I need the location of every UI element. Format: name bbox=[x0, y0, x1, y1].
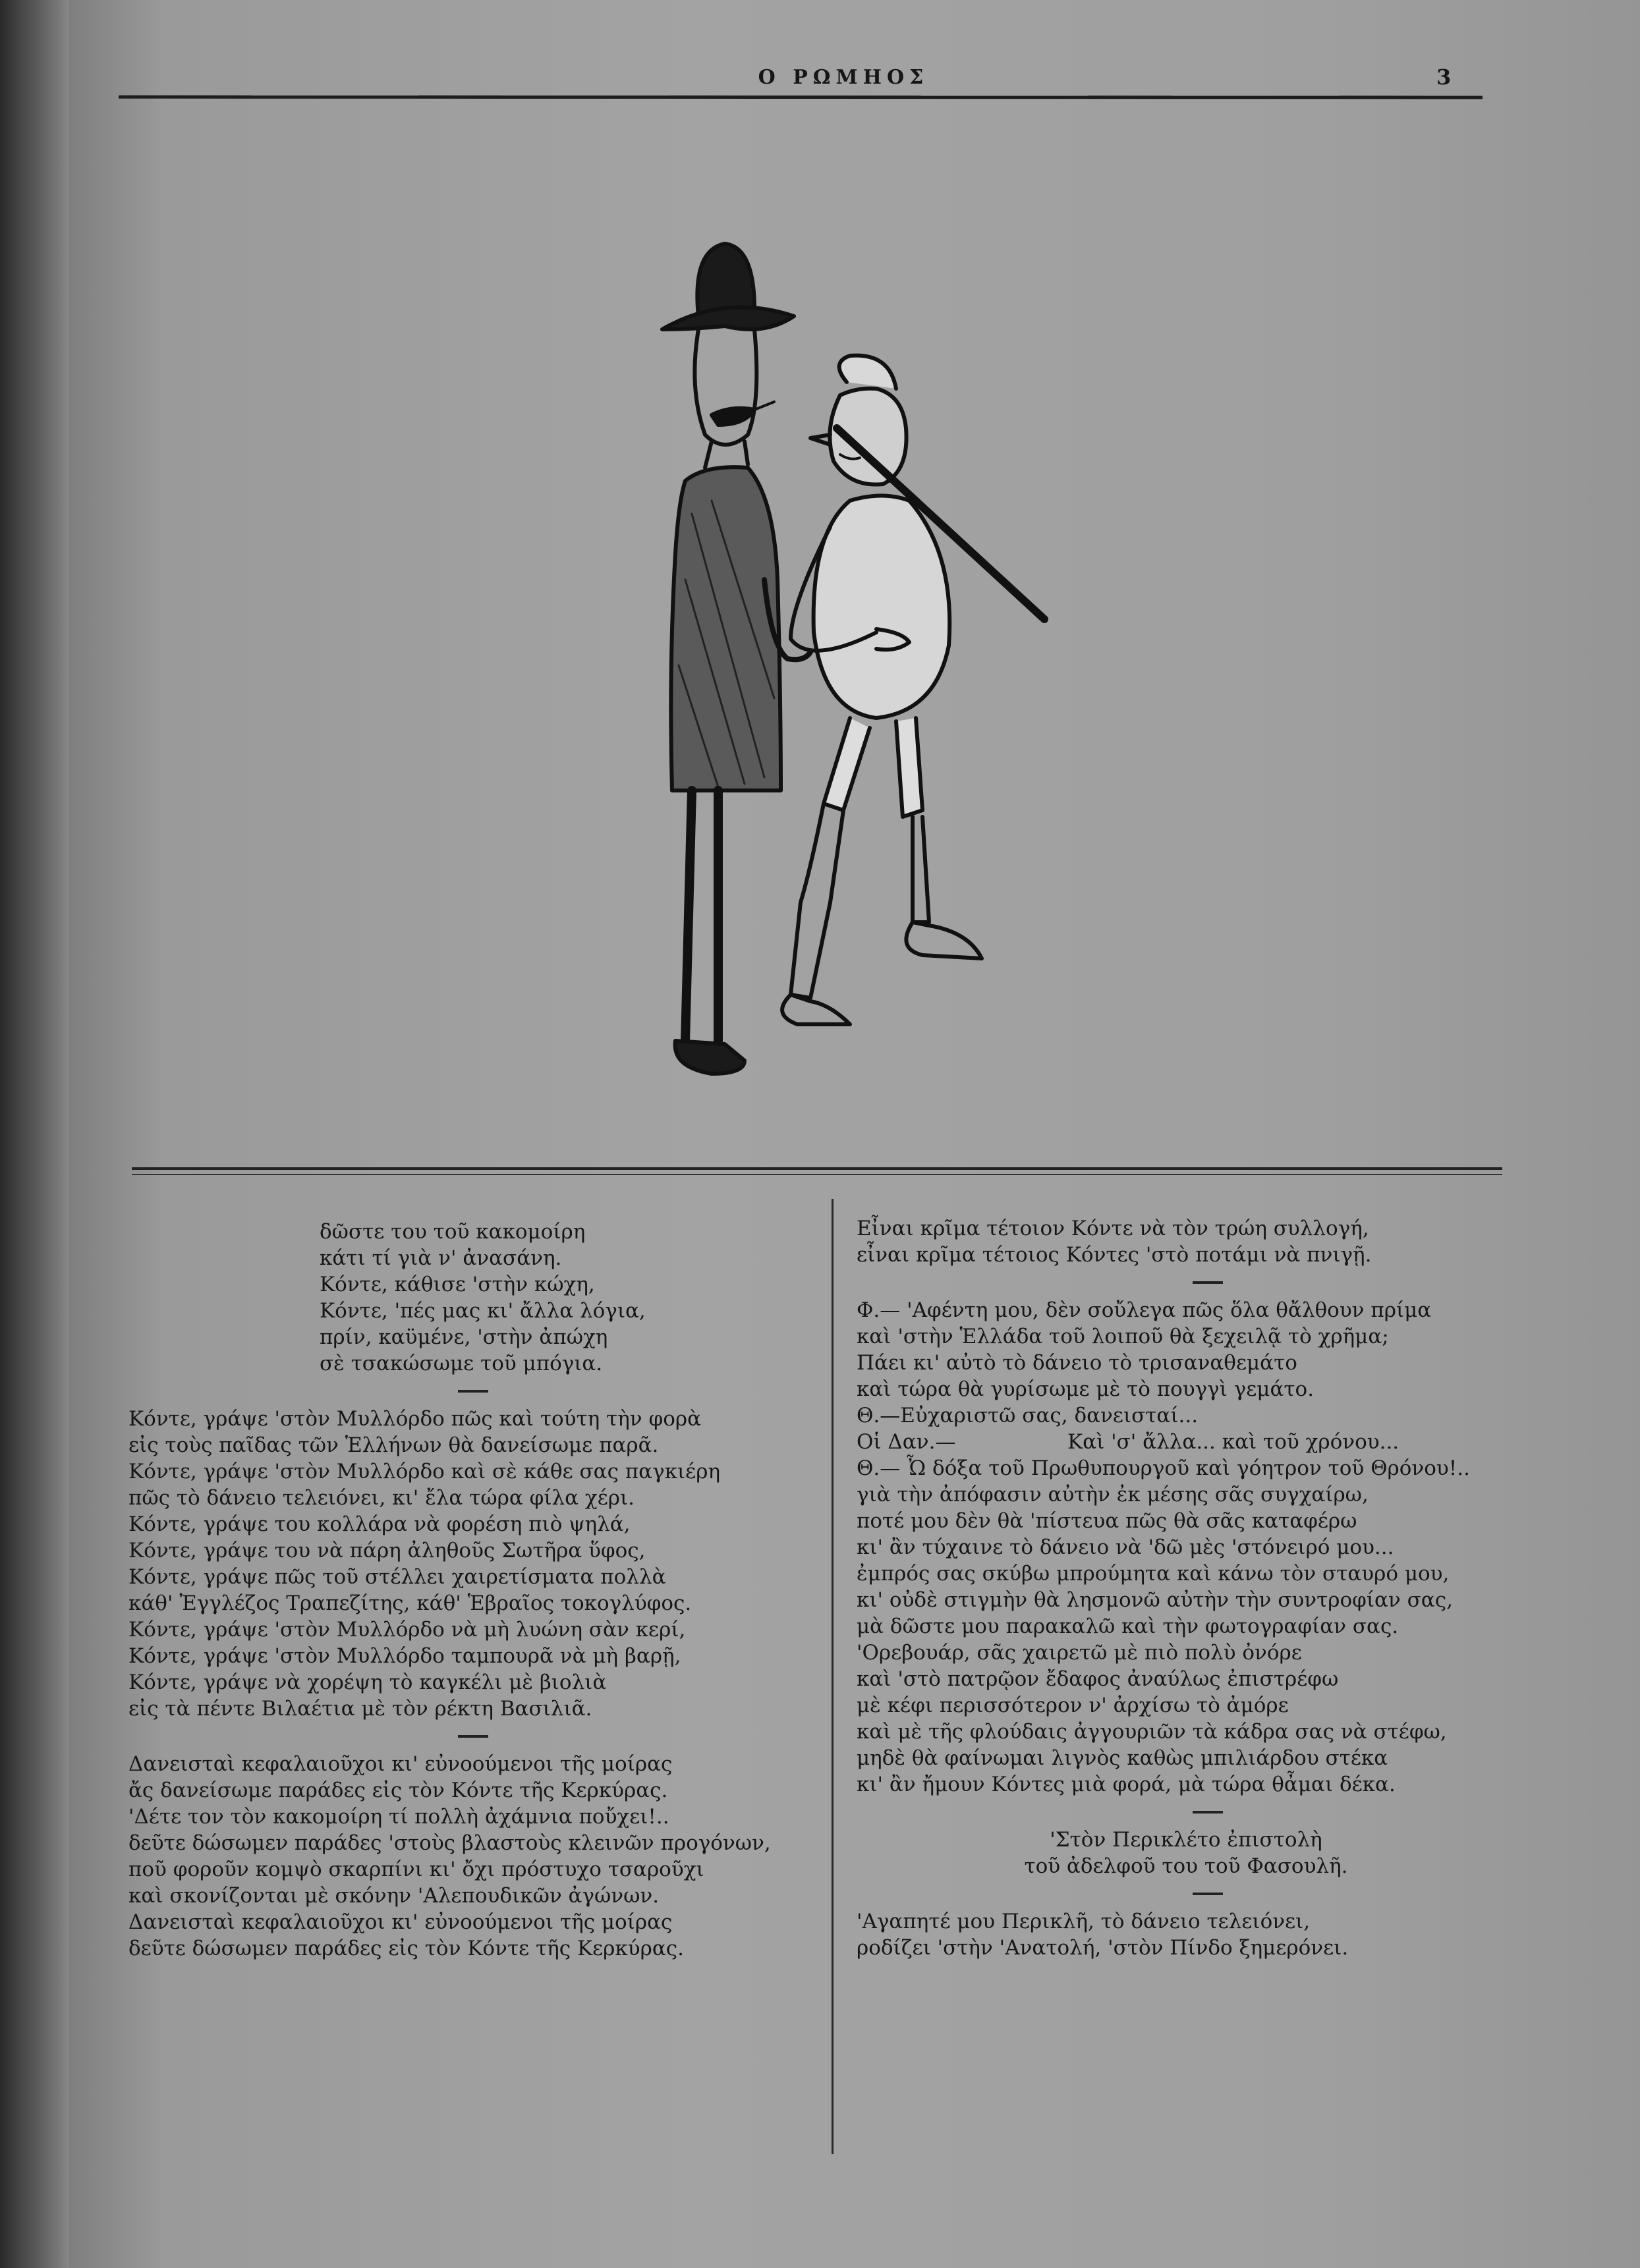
poem-stanza bbox=[128, 1406, 827, 1722]
dialogue-line: καὶ 'στὸ πατρῷον ἔδαφος ἀναύλως ἐπιστρέφω bbox=[857, 1667, 1339, 1691]
cartoon-two-figures-icon bbox=[613, 237, 1074, 1100]
stanza-separator bbox=[458, 1390, 488, 1393]
dialogue-line: ποτέ μου δὲν θὰ 'πίστευα πῶς θὰ σᾶς καταφέρω bbox=[857, 1509, 1357, 1533]
section-rule bbox=[132, 1167, 1502, 1170]
poem-line: δῶστε του τοῦ κακομοίρη bbox=[320, 1220, 586, 1244]
dialogue-line: μὰ δῶστε μου παρακαλῶ καὶ τὴν φωτογραφίαν σας. bbox=[857, 1615, 1399, 1638]
poem-line: δεῦτε δώσωμεν παράδες εἰς τὸν Κόντε τῆς Κερκύρας. bbox=[128, 1937, 684, 1960]
dialogue-line: κι' ἂν ἤμουν Κόντες μιὰ φορά, μὰ τώρα θἆμαι δέκα. bbox=[857, 1773, 1396, 1796]
poem-line: Κόντε, γράψε νὰ χορέψη τὸ καγκέλι μὲ βιολιὰ bbox=[128, 1671, 607, 1694]
poem-line: Εἶναι κρῖμα τέτοιον Κόντε νὰ τὸν τρώη συλλογή, bbox=[857, 1217, 1369, 1240]
dialogue-line: καὶ 'στὴν Ἑλλάδα τοῦ λοιποῦ θὰ ξεχειλᾷ τὸ χρῆμα; bbox=[857, 1325, 1389, 1348]
poem-line: 'Δέτε τον τὸν κακομοίρη τί πολλὴ ἀχάμνια ποὔχει!.. bbox=[128, 1805, 669, 1829]
right-column bbox=[857, 1215, 1515, 1961]
letter-body bbox=[857, 1908, 1515, 1961]
dialogue-line: Θ.—Εὐχαριστῶ σας, δανεισταί... bbox=[857, 1404, 1199, 1427]
newspaper-title: Ο ΡΩΜΗΟΣ bbox=[758, 66, 929, 89]
dialogue-line: κι' οὐδὲ στιγμὴν θὰ λησμονῶ αὐτὴν τὴν συντροφίαν σας, bbox=[857, 1588, 1453, 1612]
poem-line: Κόντε, γράψε 'στὸν Μυλλόρδο πῶς καὶ τούτη τὴν φορὰ bbox=[128, 1407, 702, 1431]
dialogue-block bbox=[857, 1297, 1515, 1798]
heading-line: τοῦ ἀδελφοῦ του τοῦ Φασουλῆ. bbox=[1024, 1854, 1348, 1878]
letter-line: 'Αγαπητέ μου Περικλῆ, τὸ δάνειο τελειόνει, bbox=[857, 1910, 1311, 1933]
poem-stanza bbox=[128, 1751, 827, 1962]
poem-line: σὲ τσακώσωμε τοῦ μπόγια. bbox=[320, 1352, 603, 1375]
poem-line: πῶς τὸ δάνειο τελειόνει, κι' ἔλα τώρα φίλα χέρι. bbox=[128, 1486, 635, 1510]
dialogue-line: γιὰ τὴν ἀπόφασιν αὐτὴν ἐκ μέσης σᾶς συγχαίρω, bbox=[857, 1483, 1369, 1507]
poem-line: Κόντε, 'πές μας κι' ἄλλα λόγια, bbox=[320, 1299, 646, 1323]
poem-line: Κόντε, γράψε 'στὸν Μυλλόρδο νὰ μὴ λυώνη σὰν κερί, bbox=[128, 1618, 686, 1642]
column-rule bbox=[832, 1199, 834, 2154]
poem-line: εἰς τὰ πέντε Βιλαέτια μὲ τὸν ρέκτη Βασιλιᾶ. bbox=[128, 1697, 592, 1721]
header-rule bbox=[119, 96, 1483, 99]
poem-line: Κόντε, γράψε 'στὸν Μυλλόρδο ταμπουρᾶ νὰ μὴ βαρῇ, bbox=[128, 1644, 681, 1668]
poem-line: Δανεισταὶ κεφαλαιοῦχοι κι' εὐνοούμενοι τῆς μοίρας bbox=[128, 1910, 673, 1934]
letter-heading bbox=[857, 1827, 1515, 1879]
stanza-separator bbox=[1193, 1811, 1223, 1813]
letter-line: ροδίζει 'στὴν 'Ανατολή, 'στὸν Πίνδο ξημερόνει. bbox=[857, 1936, 1349, 1960]
dialogue-line: μὲ κέφι περισσότερον ν' ἀρχίσω τὸ ἀμόρε bbox=[857, 1694, 1289, 1717]
stanza-separator bbox=[1193, 1893, 1223, 1895]
poem-line: Κόντε, γράψε 'στὸν Μυλλόρδο καὶ σὲ κάθε σας παγκιέρη bbox=[128, 1460, 721, 1483]
dialogue-line: καὶ τώρα θὰ γυρίσωμε μὲ τὸ πουγγὶ γεμάτο. bbox=[857, 1377, 1315, 1401]
dialogue-line-split bbox=[857, 1429, 1515, 1455]
dialogue-line: 'Ορεβουάρ, σᾶς χαιρετῶ μὲ πιὸ πολὺ ὀνόρε bbox=[857, 1641, 1302, 1665]
poem-stanza bbox=[128, 1219, 827, 1377]
stanza-separator bbox=[458, 1735, 488, 1738]
dialogue-text: Καὶ 'σ' ἄλλα... καὶ τοῦ χρόνου... bbox=[1067, 1430, 1400, 1454]
left-column bbox=[128, 1219, 827, 1962]
poem-stanza bbox=[857, 1215, 1515, 1268]
poem-line: εἶναι κρῖμα τέτοιος Κόντες 'στὸ ποτάμι νὰ πνιγῇ. bbox=[857, 1243, 1372, 1267]
stanza-separator bbox=[1193, 1281, 1223, 1284]
poem-line: Κόντε, γράψε πῶς τοῦ στέλλει χαιρετίσματα πολλὰ bbox=[128, 1565, 666, 1589]
poem-line: Κόντε, κάθισε 'στὴν κώχη, bbox=[320, 1273, 595, 1296]
dialogue-line: Πάει κι' αὐτὸ τὸ δάνειο τὸ τρισαναθεμάτο bbox=[857, 1351, 1297, 1375]
poem-line: ἄς δανείσωμε παράδες εἰς τὸν Κόντε τῆς Κερκύρας. bbox=[128, 1779, 668, 1802]
dialogue-line: Φ.— 'Αφέντη μου, δὲν σοὔλεγα πῶς ὅλα θἄλθουν πρίμα bbox=[857, 1298, 1432, 1322]
poem-line: δεῦτε δώσωμεν παράδες 'στοὺς βλαστοὺς κλεινῶν προγόνων, bbox=[128, 1831, 771, 1855]
poem-line: ποῦ φοροῦν κομψὸ σκαρπίνι κι' ὄχι πρόστυχο τσαροῦχι bbox=[128, 1858, 704, 1881]
poem-line: κάτι τί γιὰ ν' ἀνασάνη. bbox=[320, 1246, 562, 1270]
section-rule-thin bbox=[132, 1174, 1502, 1175]
poem-line: πρίν, καϋμένε, 'στὴν ἀπώχη bbox=[320, 1325, 608, 1349]
heading-line: 'Στὸν Περικλέτο ἐπιστολὴ bbox=[1050, 1828, 1322, 1852]
poem-line: κάθ' Ἐγγλέζος Τραπεζίτης, κάθ' Ἑβραῖος τοκογλύφος. bbox=[128, 1591, 692, 1615]
dialogue-line: κι' ἂν τύχαινε τὸ δάνειο νὰ 'δῶ μὲς 'στόνειρό μου... bbox=[857, 1535, 1394, 1559]
book-binding bbox=[0, 0, 69, 2268]
page-number: 3 bbox=[1436, 65, 1452, 90]
poem-line: Δανεισταὶ κεφαλαιοῦχοι κι' εὐνοούμενοι τῆς μοίρας bbox=[128, 1752, 673, 1776]
poem-line: Κόντε, γράψε του κολλάρα νὰ φορέση πιὸ ψηλά, bbox=[128, 1512, 631, 1536]
poem-line: Κόντε, γράψε του νὰ πάρη ἀληθοῦς Σωτῆρα ὕφος, bbox=[128, 1539, 646, 1563]
dialogue-line: ἐμπρός σας σκύβω μπρούμητα καὶ κάνω τὸν σταυρό μου, bbox=[857, 1562, 1450, 1586]
poem-line: εἰς τοὺς παῖδας τῶν Ἑλλήνων θὰ δανείσωμε παρᾶ. bbox=[128, 1433, 659, 1457]
dialogue-line: Θ.— Ὦ δόξα τοῦ Πρωθυπουργοῦ καὶ γόητρον τοῦ Θρόνου!.. bbox=[857, 1456, 1470, 1480]
poem-line: καὶ σκονίζονται μὲ σκόνην 'Αλεπουδικῶν ἀγώνων. bbox=[128, 1884, 660, 1908]
dialogue-line: καὶ μὲ τῆς φλούδαις ἀγγουριῶν τὰ κάδρα σας νὰ στέφω, bbox=[857, 1720, 1447, 1744]
dialogue-line: μηδὲ θὰ φαίνωμαι λιγνὸς καθὼς μπιλιάρδου στέκα bbox=[857, 1746, 1388, 1770]
dialogue-speaker: Οἱ Δαν.— bbox=[857, 1430, 956, 1454]
